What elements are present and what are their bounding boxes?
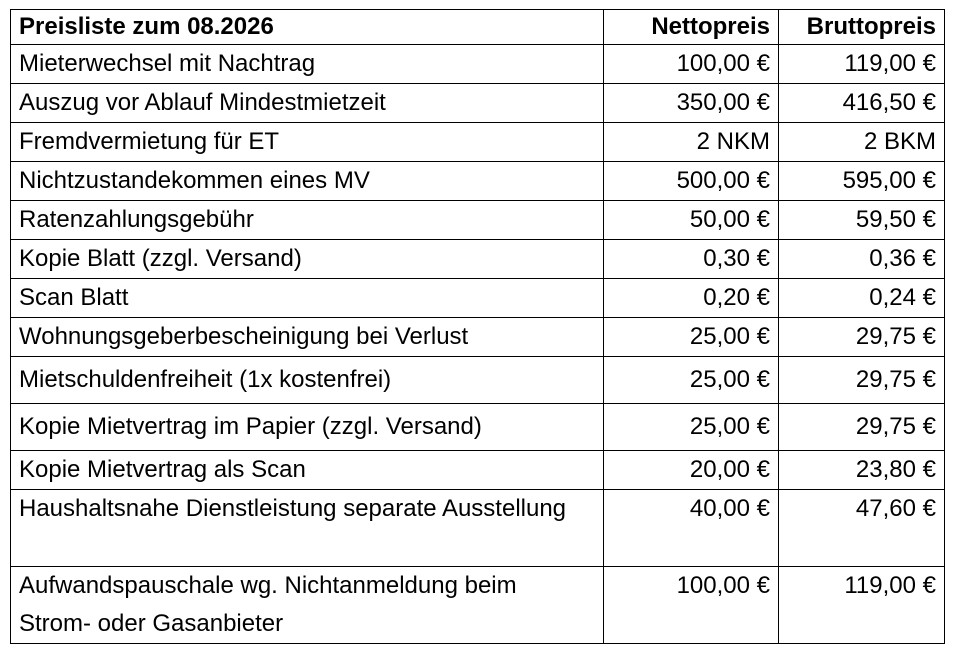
item-name: Kopie Mietvertrag als Scan: [11, 451, 604, 490]
gross-price: 0,36 €: [779, 240, 945, 279]
column-header-net: Nettopreis: [604, 10, 779, 45]
gross-price: 23,80 €: [779, 451, 945, 490]
net-price: 100,00 €: [604, 567, 779, 644]
table-row: [11, 279, 945, 318]
table-row: [11, 201, 945, 240]
net-price: 350,00 €: [604, 84, 779, 123]
gross-price: 29,75 €: [779, 404, 945, 451]
item-name: Kopie Mietvertrag im Papier (zzgl. Versand): [11, 404, 604, 451]
gross-price: 595,00 €: [779, 162, 945, 201]
table-row: [11, 451, 945, 490]
table-row: [11, 490, 945, 567]
net-price: 0,20 €: [604, 279, 779, 318]
table-title: Preisliste zum 08.2026: [11, 10, 604, 45]
item-name: Aufwandspauschale wg. Nichtanmeldung beim Strom- oder Gasanbieter: [11, 567, 604, 644]
net-price: 25,00 €: [604, 404, 779, 451]
item-name: Scan Blatt: [11, 279, 604, 318]
net-price: 2 NKM: [604, 123, 779, 162]
net-price: 25,00 €: [604, 357, 779, 404]
item-name: Haushaltsnahe Dienstleistung separate Ausstellung: [11, 490, 604, 567]
table-row: [11, 404, 945, 451]
gross-price: 416,50 €: [779, 84, 945, 123]
table-row: [11, 162, 945, 201]
item-name: Kopie Blatt (zzgl. Versand): [11, 240, 604, 279]
table-row: [11, 123, 945, 162]
gross-price: 0,24 €: [779, 279, 945, 318]
net-price: 0,30 €: [604, 240, 779, 279]
gross-price: 119,00 €: [779, 567, 945, 644]
gross-price: 119,00 €: [779, 45, 945, 84]
price-table: [10, 9, 945, 644]
item-name: Ratenzahlungsgebühr: [11, 201, 604, 240]
net-price: 50,00 €: [604, 201, 779, 240]
table-row: [11, 84, 945, 123]
price-list-sheet: [10, 9, 944, 644]
item-name: Mietschuldenfreiheit (1x kostenfrei): [11, 357, 604, 404]
item-name: Auszug vor Ablauf Mindestmietzeit: [11, 84, 604, 123]
gross-price: 2 BKM: [779, 123, 945, 162]
net-price: 25,00 €: [604, 318, 779, 357]
net-price: 500,00 €: [604, 162, 779, 201]
item-name: Wohnungsgeberbescheinigung bei Verlust: [11, 318, 604, 357]
gross-price: 29,75 €: [779, 357, 945, 404]
net-price: 100,00 €: [604, 45, 779, 84]
table-row: [11, 567, 945, 644]
table-row: [11, 318, 945, 357]
table-row: [11, 357, 945, 404]
column-header-gross: Bruttopreis: [779, 10, 945, 45]
table-row: [11, 45, 945, 84]
item-name: Nichtzustandekommen eines MV: [11, 162, 604, 201]
table-row: [11, 240, 945, 279]
net-price: 40,00 €: [604, 490, 779, 567]
gross-price: 29,75 €: [779, 318, 945, 357]
gross-price: 47,60 €: [779, 490, 945, 567]
item-name: Fremdvermietung für ET: [11, 123, 604, 162]
item-name: Mieterwechsel mit Nachtrag: [11, 45, 604, 84]
header-row: [11, 10, 945, 45]
gross-price: 59,50 €: [779, 201, 945, 240]
net-price: 20,00 €: [604, 451, 779, 490]
